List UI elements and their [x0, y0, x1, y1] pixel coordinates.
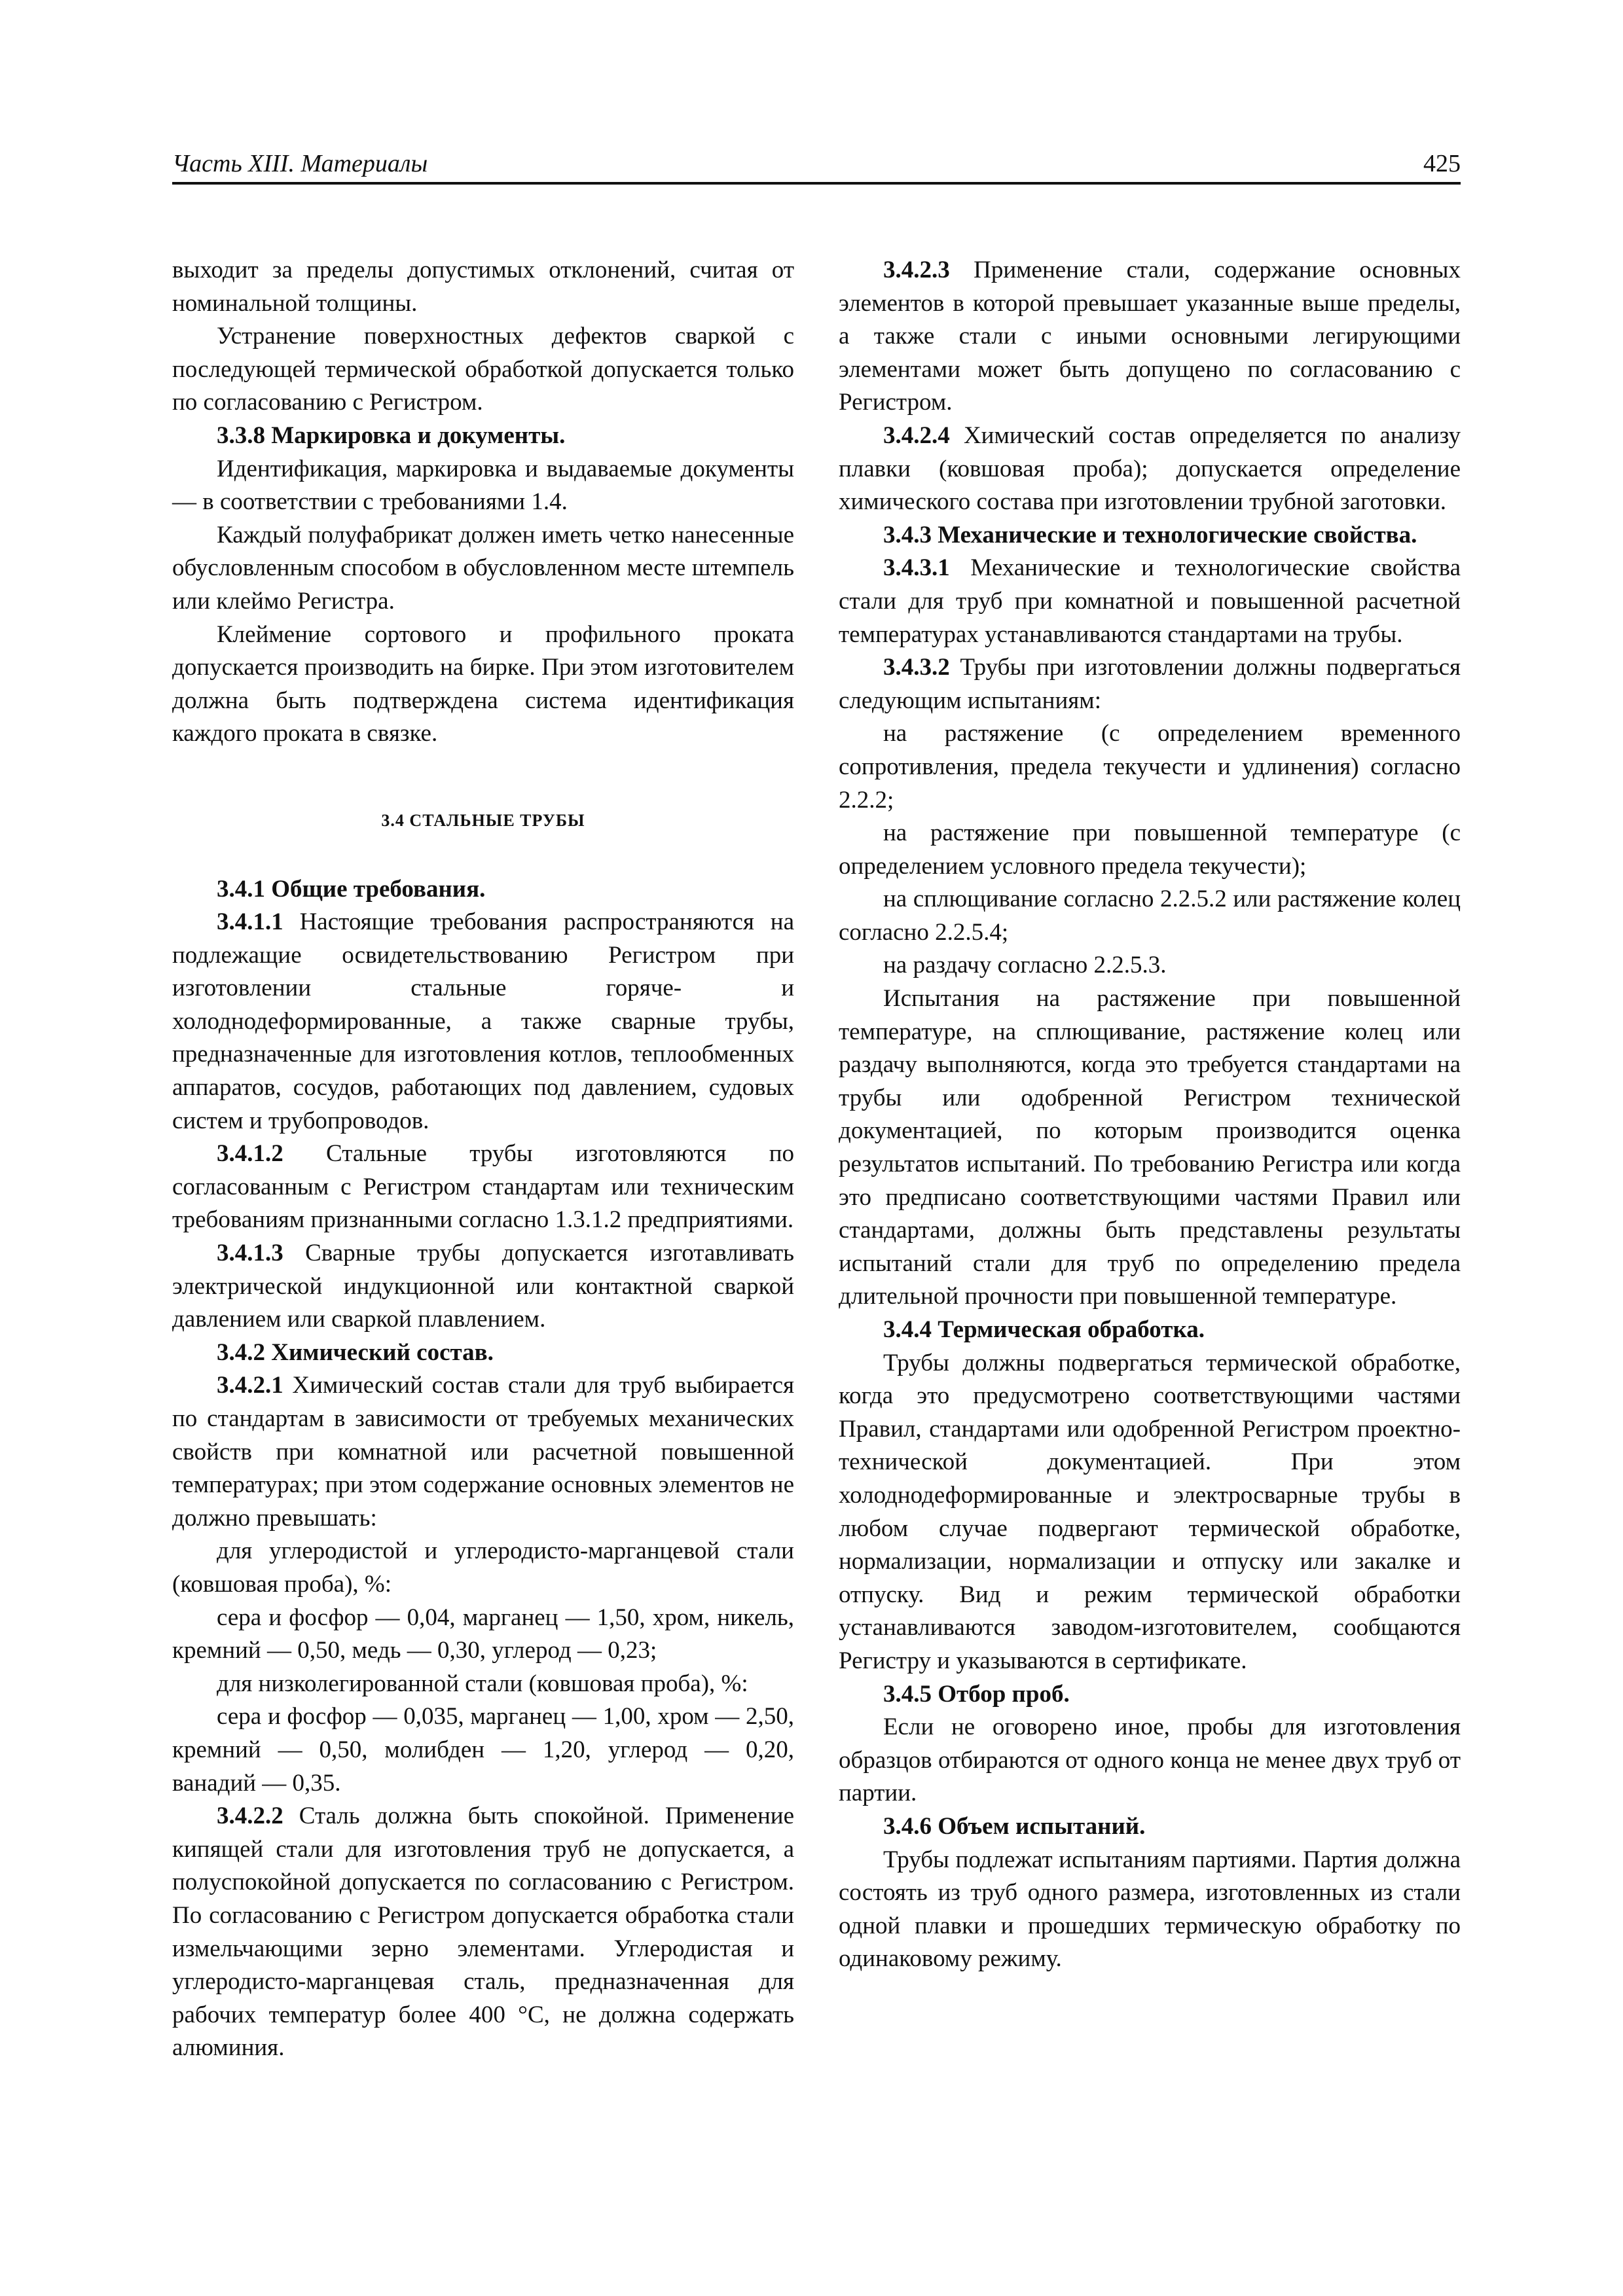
clause-text: Стальные трубы изготовляются по согласованным с Регистром стандартам или техническим требованиям признанными согласно 1.3.1.2 предприятиями.: [172, 1140, 795, 1234]
clause-number: 3.4.1.1: [217, 908, 283, 936]
subsection-heading-3-4-5: 3.4.5 Отбор проб.: [883, 1680, 1070, 1708]
page-number: 425: [1423, 150, 1461, 177]
right-column: [839, 254, 1461, 1976]
clause-text: Химический состав стали для труб выбирается по стандартам в зависимости от требуемых механических свойств при комнатной или расчетной повышенной температурах; при этом содержание основных элементов не должно превышать:: [172, 1372, 795, 1532]
test-item: на раздачу согласно 2.2.5.3.: [883, 952, 1167, 979]
test-item: на сплющивание согласно 2.2.5.2 или растяжение колец согласно 2.2.5.4;: [839, 886, 1461, 946]
clause-text: Механические и технологические свойства стали для труб при комнатной и повышенной расчетной температурах устанавливаются стандартами на трубы.: [839, 554, 1461, 648]
clause-3-4-2-3: [839, 254, 1461, 420]
clause-number: 3.4.1.3: [217, 1240, 283, 1267]
clause-3-4-3-1: [839, 552, 1461, 651]
left-column: [172, 254, 794, 2065]
subsection-heading-3-4-1: 3.4.1 Общие требования.: [217, 875, 486, 903]
clause-number: 3.4.1.2: [217, 1140, 283, 1168]
header-title: Часть XIII. Материалы: [172, 150, 428, 177]
running-header: [172, 145, 1461, 185]
clause-3-4-1-2: [172, 1138, 794, 1237]
paragraph: Идентификация, маркировка и выдаваемые документы — в соответствии с требованиями 1.4.: [172, 455, 794, 516]
clause-number: 3.4.2.1: [217, 1372, 283, 1399]
paragraph: для углеродистой и углеродисто-марганцевой стали (ковшовая проба), %:: [172, 1537, 794, 1598]
paragraph: Трубы подлежат испытаниям партиями. Партия должна состоять из труб одного размера, изготовленных из стали одной плавки и прошедших термическую обработку по одинаковому режиму.: [839, 1846, 1461, 1973]
paragraph: для низколегированной стали (ковшовая проба), %:: [217, 1670, 748, 1697]
clause-3-4-2-2: [172, 1800, 794, 2065]
clause-text: Химический состав определяется по анализу плавки (ковшовая проба); допускается определение химического состава при изготовлении трубной заготовки.: [839, 422, 1461, 516]
clause-number: 3.4.2.4: [883, 422, 950, 449]
clause-text: Сварные трубы допускается изготавливать электрической индукционной или контактной сваркой давлением или сваркой плавлением.: [172, 1240, 794, 1333]
clause-number: 3.4.3.2: [883, 654, 950, 681]
paragraph: сера и фосфор — 0,035, марганец — 1,00, хром — 2,50, кремний — 0,50, молибден — 1,20, углерод — 0,20, ванадий — 0,35.: [172, 1703, 794, 1797]
clause-text: Настоящие требования распространяются на подлежащие освидетельствованию Регистром при изготовлении стальные горяче- и холоднодеформированные, а также сварные трубы, предназначенные для изготовления котлов, теплообменных аппаратов, сосудов, работающих под давлением, судовых систем и трубопроводов.: [172, 908, 794, 1134]
test-item: на растяжение при повышенной температуре (с определением условного предела текучести);: [839, 819, 1461, 880]
paragraph: выходит за пределы допустимых отклонений, считая от номинальной толщины.: [172, 257, 794, 317]
clause-text: Трубы при изготовлении должны подвергаться следующим испытаниям:: [839, 654, 1461, 714]
clause-text: Сталь должна быть спокойной. Применение кипящей стали для изготовления труб не допускается, а полуспокойной допускается по согласованию с Регистром. По согласованию с Регистром допускается обработка стали измельчающими зерно элементами. Углеродистая и углеродисто-марганцевая сталь, предназначенная для рабочих температур более 400 °С, не должна содержать алюминия.: [172, 1803, 795, 2062]
clause-3-4-1-3: [172, 1237, 794, 1336]
clause-3-4-2-4: [839, 420, 1461, 519]
paragraph: сера и фосфор — 0,04, марганец — 1,50, хром, никель, кремний — 0,50, медь — 0,30, углерод — 0,23;: [172, 1604, 794, 1664]
test-item: на растяжение (с определением временного сопротивления, предела текучести и удлинения) согласно 2.2.2;: [839, 720, 1461, 814]
clause-3-4-3-2: [839, 651, 1461, 717]
subsection-heading-3-4-2: 3.4.2 Химический состав.: [217, 1338, 494, 1366]
subsection-heading-3-4-3: 3.4.3 Механические и технологические свойства.: [883, 521, 1417, 548]
subsection-heading-3-3-8: 3.3.8 Маркировка и документы.: [217, 422, 566, 449]
subsection-heading-3-4-4: 3.4.4 Термическая обработка.: [883, 1316, 1205, 1343]
paragraph: Испытания на растяжение при повышенной температуре, на сплющивание, растяжение колец или раздачу выполняются, когда это требуется стандартами на трубы или одобренной Регистром технической документацией, по которым производится оценка результатов испытаний. По требованию Регистра или когда это предписано соответствующими частями Правил или стандартами, должны быть представлены результаты испытаний стали для труб по определению предела длительной прочности при повышенной температуре.: [839, 985, 1461, 1310]
clause-3-4-2-1: [172, 1369, 794, 1535]
paragraph: Устранение поверхностных дефектов сваркой с последующей термической обработкой допускается только по согласованию с Регистром.: [172, 323, 794, 416]
paragraph: Если не оговорено иное, пробы для изготовления образцов отбираются от одного конца не менее двух труб от партии.: [839, 1713, 1461, 1807]
subsection-heading-3-4-6: 3.4.6 Объем испытаний.: [883, 1812, 1146, 1840]
clause-number: 3.4.2.2: [217, 1803, 283, 1830]
section-title: 3.4 СТАЛЬНЫЕ ТРУБЫ: [381, 810, 585, 830]
paragraph: Каждый полуфабрикат должен иметь четко нанесенные обусловленным способом в обусловленном месте штемпель или клеймо Регистра.: [172, 521, 794, 615]
clause-number: 3.4.3.1: [883, 554, 950, 582]
paragraph: Трубы должны подвергаться термической обработке, когда это предусмотрено соответствующими частями Правил, стандартами или одобренной Регистром проектно-технической документацией. При этом холоднодеформированные и электросварные трубы в любом случае подвергают термической обработке, нормализации, нормализации и отпуску или закалке и отпуску. Вид и режим термической обработки устанавливаются заводом-изготовителем, сообщаются Регистру и указываются в сертификате.: [839, 1349, 1461, 1674]
clause-3-4-1-1: [172, 906, 794, 1138]
paragraph: Клеймение сортового и профильного проката допускается производить на бирке. При этом изготовителем должна быть подтверждена система идентификация каждого проката в связке.: [172, 620, 794, 747]
clause-number: 3.4.2.3: [883, 257, 950, 283]
clause-text: Применение стали, содержание основных элементов в которой превышает указанные выше пределы, а также стали с иными основными легирующими элементами может быть допущено по согласованию с Регистром.: [839, 257, 1461, 416]
